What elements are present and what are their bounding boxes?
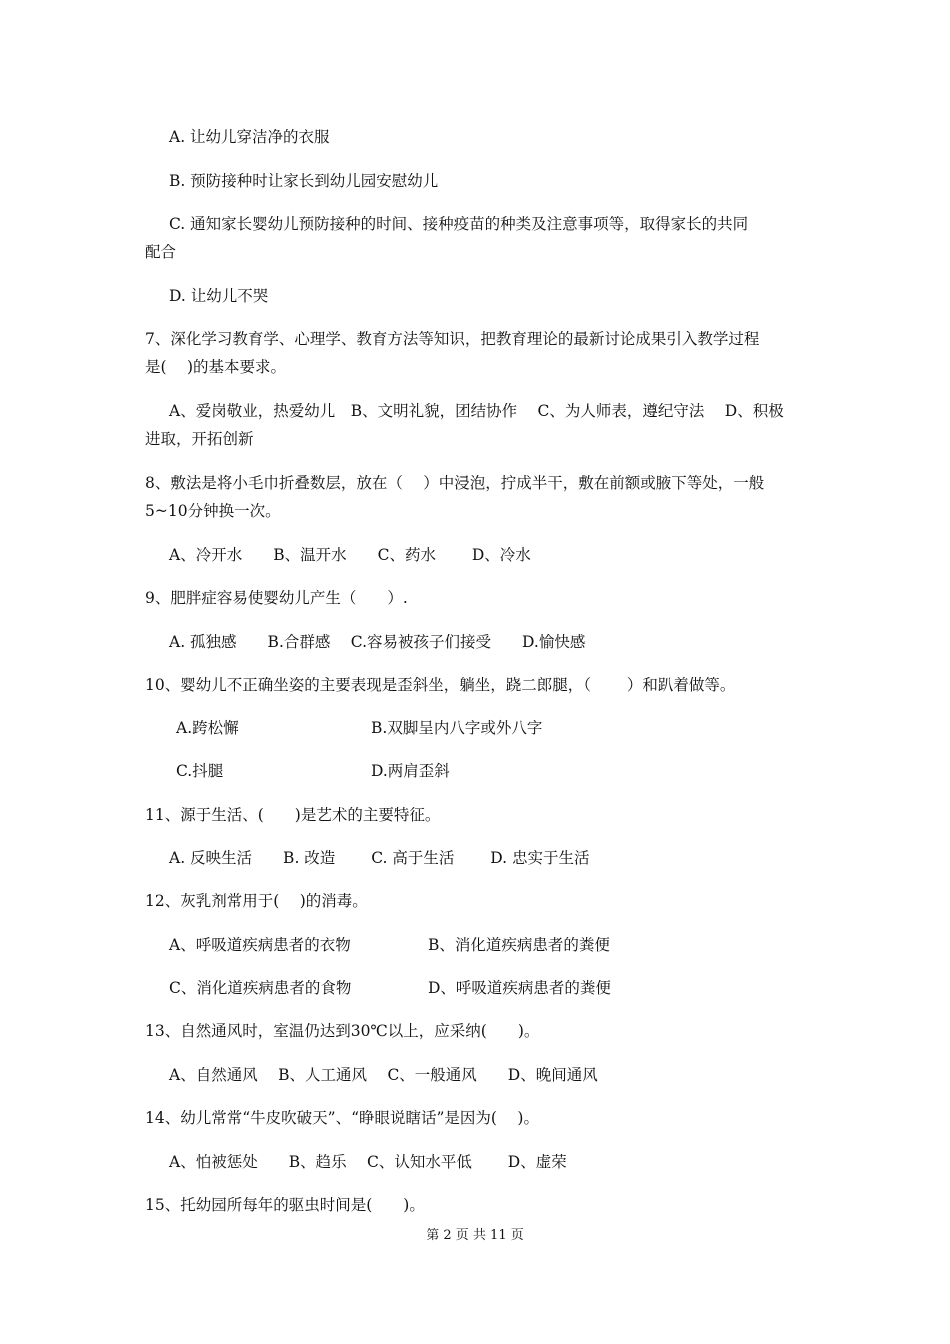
question-11-options: A. 反映生活 B. 改造 C. 高于生活 D. 忠实于生活 [169,849,590,867]
question-12-option-d: D、呼吸道疾病患者的粪便 [428,979,611,997]
question-8: 8、敷法是将小毛巾折叠数层，放在（ ）中浸泡，拧成半干，敷在前额或腋下等处，一般 [145,474,765,492]
question-7: 7、深化学习教育学、心理学、教育方法等知识，把教育理论的最新讨论成果引入教学过程 [145,330,760,348]
question-9: 9、肥胖症容易使婴幼儿产生（ ）. [145,589,408,607]
question-15: 15、托幼园所每年的驱虫时间是( )。 [145,1196,425,1214]
question-12-option-c: C、消化道疾病患者的食物 [169,979,352,997]
question-10-option-a: A.跨松懈 [176,719,239,737]
question-9-options: A. 孤独感 B.合群感 C.容易被孩子们接受 D.愉快感 [169,633,586,651]
question-10-option-b: B.双脚呈内八字或外八字 [371,719,543,737]
option-line: B. 预防接种时让家长到幼儿园安慰幼儿 [169,172,439,190]
question-8-continuation: 5~10分钟换一次。 [145,502,281,520]
page-footer: 第 2 页 共 11 页 [426,1228,524,1243]
question-12-option-b: B、消化道疾病患者的粪便 [428,936,610,954]
question-13: 13、自然通风时，室温仍达到30℃以上，应采纳( )。 [145,1022,540,1040]
question-11: 11、源于生活、( )是艺术的主要特征。 [145,806,441,824]
question-8-options: A、冷开水 B、温开水 C、药水 D、冷水 [169,546,531,564]
question-14: 14、幼儿常常“牛皮吹破天”、“睁眼说瞎话”是因为( )。 [145,1109,539,1127]
question-10-option-c: C.抖腿 [176,762,224,780]
question-10: 10、婴幼儿不正确坐姿的主要表现是歪斜坐，躺坐，跷二郎腿，（ ）和趴着做等。 [145,676,736,694]
question-7-options: A、爱岗敬业，热爱幼儿 B、文明礼貌，团结协作 C、为人师表，遵纪守法 D、积极 [169,402,784,420]
question-10-option-d: D.两肩歪斜 [371,762,450,780]
question-12: 12、灰乳剂常用于( )的消毒。 [145,892,368,910]
option-line: A. 让幼儿穿洁净的衣服 [169,128,330,146]
question-14-options: A、怕被惩处 B、趋乐 C、认知水平低 D、虚荣 [169,1153,567,1171]
question-7-options-continuation: 进取，开拓创新 [145,430,254,448]
option-line: C. 通知家长婴幼儿预防接种的时间、接种疫苗的种类及注意事项等，取得家长的共同 [169,215,749,233]
option-continuation: 配合 [145,243,177,261]
question-13-options: A、自然通风 B、人工通风 C、一般通风 D、晚间通风 [169,1066,598,1084]
question-12-option-a: A、呼吸道疾病患者的衣物 [169,936,351,954]
option-line: D. 让幼儿不哭 [169,287,269,305]
question-7-continuation: 是( )的基本要求。 [145,358,287,376]
